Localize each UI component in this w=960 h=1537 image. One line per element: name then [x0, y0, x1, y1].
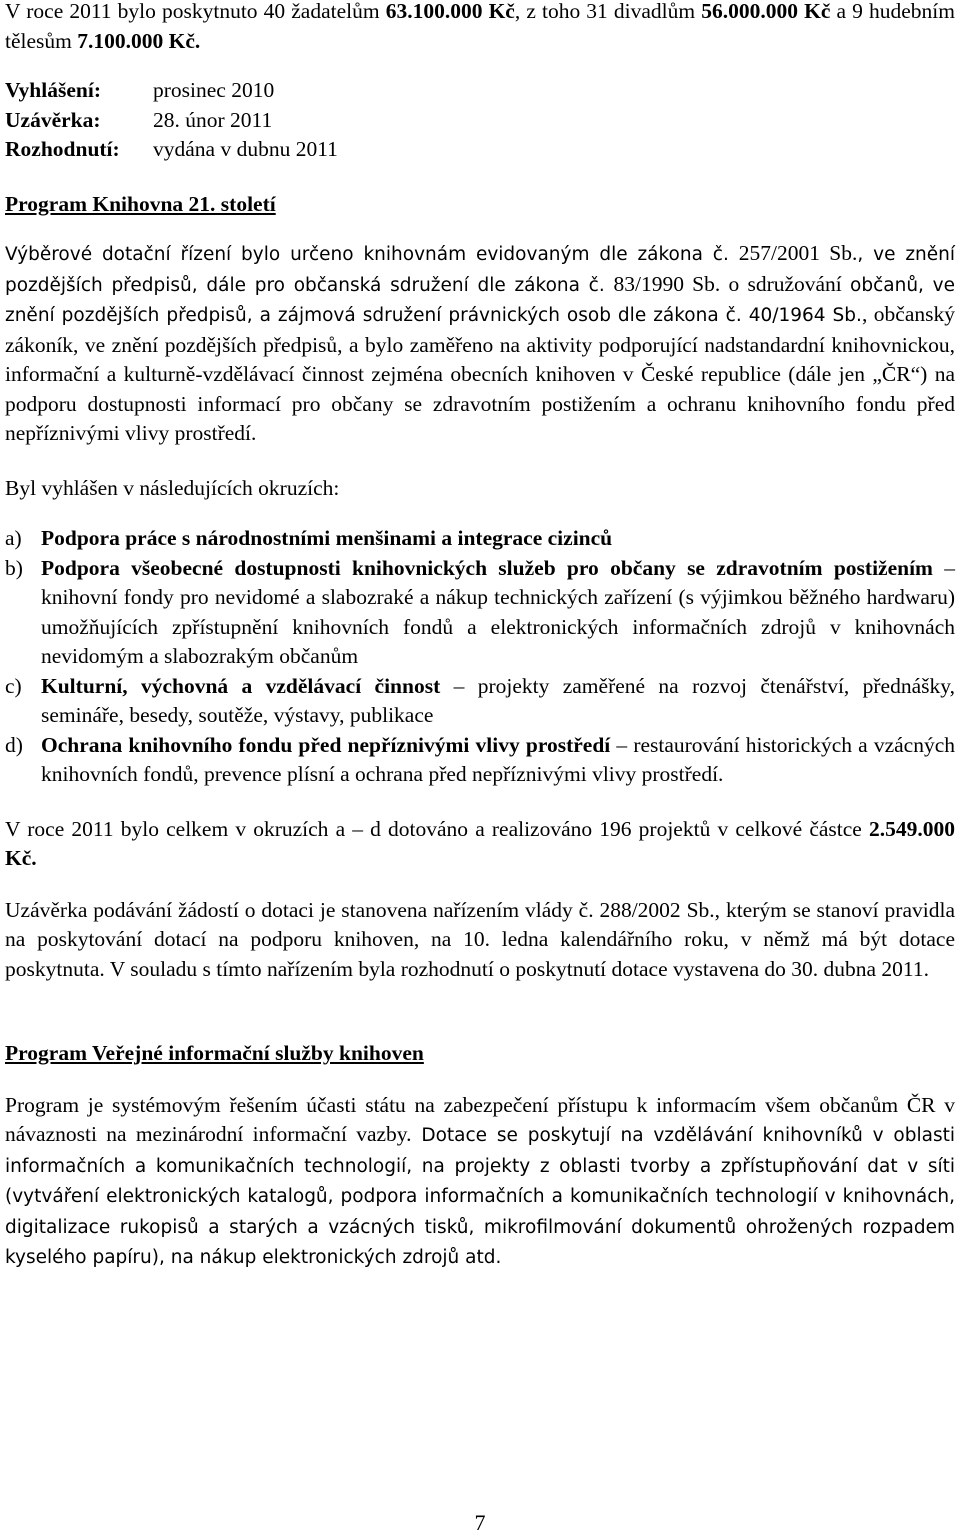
areas-intro: Byl vyhlášen v následujících okruzích: [5, 475, 340, 500]
list-item [5, 554, 955, 672]
schedule-value: vydána v dubnu 2011 [153, 137, 338, 161]
total-amount: 2.549.000 Kč. [5, 816, 955, 870]
program1-paragraph [5, 239, 955, 449]
area-title: Podpora práce s národnostními menšinami a integrace cizinců [41, 526, 613, 550]
p1-law-ref: 83/1990 Sb. [613, 271, 721, 296]
p1-text: občanů, ve znění pozdějších předpisů, a zájmová sdružení právnických osob dle zákona č. 40/1964 Sb. [5, 274, 955, 326]
intro-text: V roce 2011 bylo poskytnuto 40 žadatelům [5, 0, 386, 23]
page-number: 7 [474, 1510, 486, 1535]
p2-text: Program je systémovým řešením účasti státu na zabezpečení přístupu k informacím všem občanům ČR v návaznosti na mezinárodní informační vazby. [5, 1092, 955, 1146]
total-text: V roce 2011 bylo celkem v okruzích a – d dotováno a realizováno 196 projektů v celkové částce [5, 816, 869, 841]
intro-amount-theatres: 56.000.000 Kč [701, 0, 831, 23]
intro-amount-music: 7.100.000 Kč. [77, 28, 201, 53]
p1-law-ref: 257/2001 Sb. [738, 241, 858, 265]
program1-heading [5, 190, 955, 220]
program2-heading [5, 1039, 955, 1069]
intro-text: a 9 hudebním tělesům [5, 0, 955, 53]
schedule-key: Uzávěrka: [5, 107, 101, 132]
list-item [5, 524, 955, 554]
area-text: – restaurování historických a vzácných knihovních fondů, prevence plísní a ochrana před nepříznivými vlivy prostředí. [41, 732, 955, 786]
areas-list [5, 524, 955, 790]
list-letter: b) [5, 555, 23, 580]
schedule-value: prosinec 2010 [153, 78, 275, 102]
program2-paragraph [5, 1091, 955, 1273]
program2-heading-text: Program Veřejné informační služby knihoven [5, 1041, 424, 1065]
list-item [5, 731, 955, 790]
list-letter: a) [5, 526, 22, 550]
schedule-row [5, 106, 955, 136]
p1-text: , občanský zákoník, ve znění pozdějších předpisů, a bylo zaměřeno na aktivity podporující nadstandardní knihovnickou, informační a kulturně-vzdělávací činnost zejména obecních knihoven v České republice (dále jen „ČR“) na podporu dostupnosti informací pro občany se zdravotním postižením a ochranu knihovního fondu před nepříznivými vlivy prostředí. [5, 302, 956, 445]
list-item [5, 672, 955, 731]
program1-heading-text: Program Knihovna 21. století [5, 191, 276, 216]
schedule-row [5, 76, 955, 106]
p1-text: o sdružování [720, 271, 842, 296]
schedule-key: Rozhodnutí: [5, 137, 120, 161]
deadline-paragraph: Uzávěrka podávání žádostí o dotaci je stanovena nařízením vlády č. 288/2002 Sb., kterým se stanoví pravidla na poskytování dotací na podporu knihoven, na 10. ledna kalendářního roku, v němž má být dotace poskytnuta. V souladu s tímto nařízením byla rozhodnutí o poskytnutí dotace vystavena do 30. dubna 2011. [5, 897, 955, 981]
total-paragraph [5, 815, 955, 874]
schedule-value: 28. únor 2011 [153, 107, 273, 132]
schedule [5, 76, 955, 165]
area-title: Kulturní, výchovná a vzdělávací činnost [41, 673, 441, 698]
intro-paragraph [5, 0, 955, 56]
area-text: – projekty zaměřené na rozvoj čtenářství, přednášky, semináře, besedy, soutěže, výstavy, publikace [41, 673, 955, 727]
document-page [5, 0, 955, 1273]
area-title: Ochrana knihovního fondu před nepříznivými vlivy prostředí [41, 732, 611, 757]
list-letter: d) [5, 732, 23, 757]
p1-text: Výběrové dotační řízení bylo určeno knihovnám evidovaným dle zákona č. [5, 244, 739, 265]
intro-amount-total: 63.100.000 Kč [385, 0, 515, 23]
area-title: Podpora všeobecné dostupnosti knihovnických služeb pro občany se zdravotním postižením [41, 555, 933, 580]
schedule-row [5, 135, 955, 165]
p1-text: , ve znění pozdějších předpisů, dále pro občanská sdružení dle zákona č. [5, 244, 956, 296]
schedule-key: Vyhlášení: [5, 78, 101, 102]
area-text: – knihovní fondy pro nevidomé a slabozraké a nákup technických zařízení (s výjimkou běžného hardwaru) umožňujících zpřístupnění knihovních fondů a elektronických informačních zdrojů v knihovnách nevidomým a slabozrakým občanům [41, 555, 956, 668]
intro-text: , z toho 31 divadlům [514, 0, 702, 23]
p2-text: Dotace se poskytují na vzdělávání knihovníků v oblasti informačních a komunikačních technologií, na projekty z oblasti tvorby a zpřístupňování dat v síti (vytváření elektronických katalogů, podpora informačních a komunikačních technologií v knihovnách, digitalizace rukopisů a starých a vzácných tisků, mikrofilmování dokumentů ohrožených rozpadem kyselého papíru), na nákup elektronických zdrojů atd. [5, 1125, 955, 1268]
list-letter: c) [5, 673, 22, 698]
